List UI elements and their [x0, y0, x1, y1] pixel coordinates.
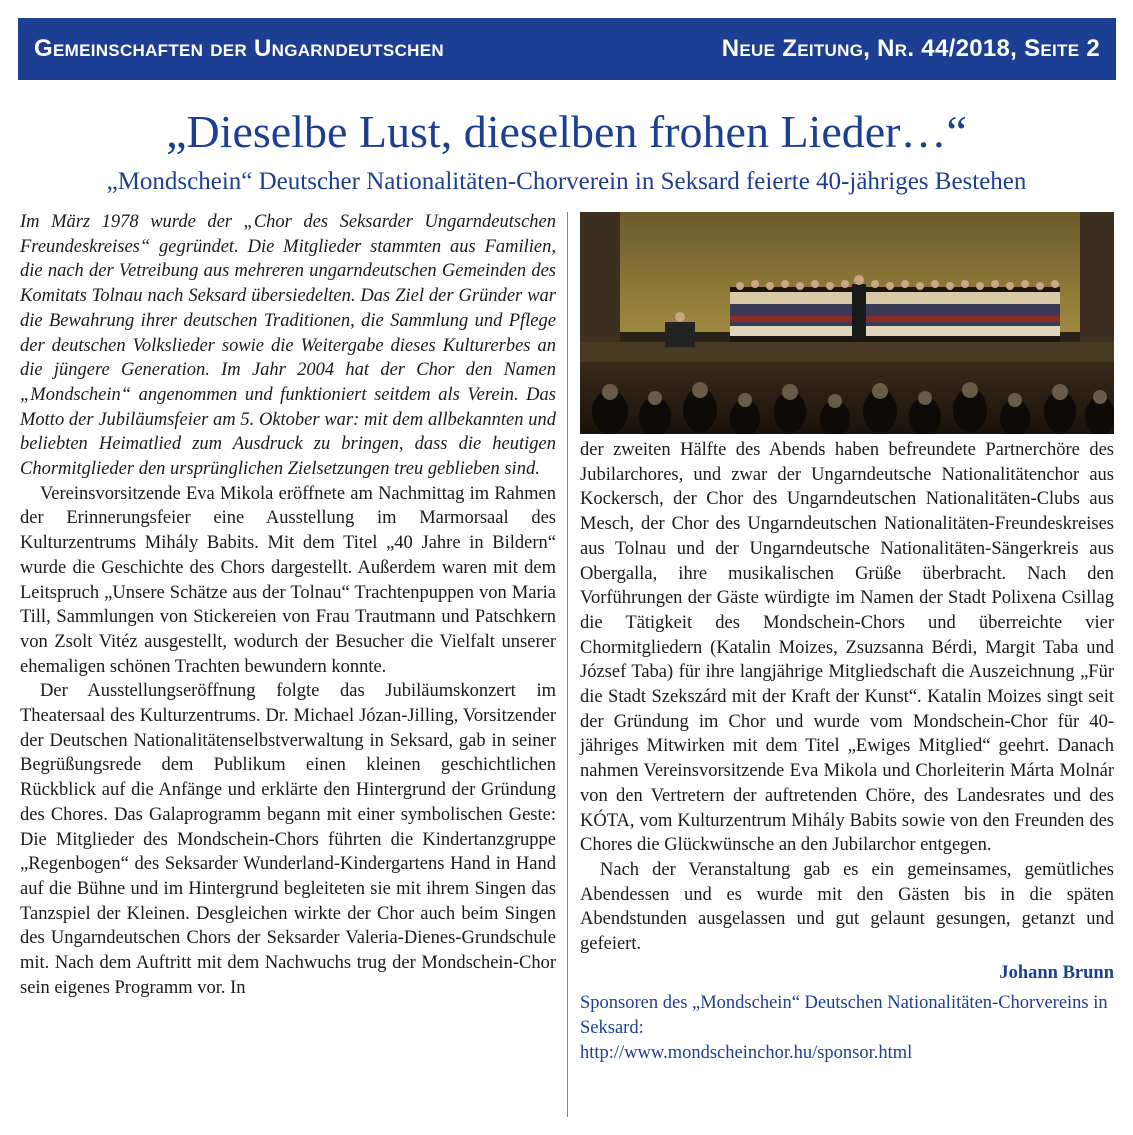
author-byline: Johann Brunn [999, 962, 1114, 983]
body-paragraph: der zweiten Hälfte des Abends haben befreundete Partnerchöre des Jubilarchores, und zwar der Ungarndeutsche Nationalitätenchor aus Kockersch, der Chor des Ungarndeutschen Nationalitäten-Clubs aus Mesch, der Chor des Ungarndeutschen Nationalitäten-Freundeskreises aus Tolnau und der Ungarndeutsche Nationalitäten-Sängerkreis aus Obergalla, ihre musikalischen Grüße überbracht. Nach den Vorführungen der Gäste würdigte im Namen der Stadt Polixena Csillag die Tätigkeit des Mondschein-Chors und überreichte vier Chormitgliedern (Katalin Moizes, Zsuzsanna Bérdi, Margit Taba und József Taba) für ihre langjährige Mitgliedschaft die Auszeichnung „Für die Stadt Szekszárd mit der Kraft der Kunst“. Katalin Moizes singt seit der Gründung im Chor und wurde vom Mondschein-Chor für 40-jähriges Mitwirken mit dem Titel „Ewiges Mitglied“ geehrt. Danach nahmen Vereinsvorsitzende Eva Mikola und Chorleiterin Márta Molnár von den Vertretern der auftretenden Chöre, des Landesrates und des KÓTA, vom Kulturzentrum Mihály Babits sowie von den Freunden des Chores die Glückwünsche an den Jubilarchor entgegen. [580, 440, 1114, 856]
body-paragraph: Nach der Veranstaltung gab es ein gemeinsames, gemütliches Abendessen und es wurde mit den Gästen bis in die späten Abendstunden ausgelassen und gut gelaunt gesungen, getanzt und gefeiert. [580, 859, 1114, 955]
lead-paragraph: Im März 1978 wurde der „Chor des Seksarder Ungarndeutschen Freundeskreises“ gegründet. Die Mitglieder stammten aus Familien, die nach der Vetreibung aus mehreren ungarndeutschen Gemeinden des Komitats Tolnau nach Seksard übersiedelten. Das Ziel der Gründer war die Bewahrung ihrer deutschen Traditionen, die Sammlung und Pflege der deutschen Volkslieder sowie die Weitergabe dieses Kulturerbes an die jüngere Generation. Im Jahr 2004 hat der Chor den Namen „Mondschein“ angenommen und funktioniert seitdem als Verein. Das Motto der Jubiläumsfeier am 5. Oktober war: mit dem allbekannten und beliebten Heimatlied zum Ausdruck zu bringen, dass die heutigen Chormitglieder den ursprünglichen Zielsetzungen treu geblieben sind. [20, 212, 556, 480]
sponsor-note [580, 991, 1114, 1065]
article-headline: „Dieselbe Lust, dieselben frohen Lieder…“ [166, 106, 967, 157]
left-column [20, 210, 556, 1001]
section-banner [18, 18, 1116, 80]
sponsor-text: Sponsoren des „Mondschein“ Deutschen Nationalitäten-Chorvereins in Seksard: [580, 993, 1108, 1039]
section-title: Gemeinschaften der Ungarndeutschen [34, 35, 444, 62]
body-paragraph: Der Ausstellungseröffnung folgte das Jubiläumskonzert im Theatersaal des Kulturzentrums. Dr. Michael Józan-Jilling, Vorsitzender der Deutschen Nationalitätenselbstverwaltung in Seksard, gab in seiner Begrüßungsrede dem Publikum einen kleinen geschichtlichen Rückblick auf die Anfänge und erklärte den Hintergrund der Gründung des Chores. Das Galaprogramm begann mit einer symbolischen Geste: Die Mitglieder des Mondschein-Chors führten die Kindertanzgruppe „Regenbogen“ des Seksarder Wunderland-Kindergartens Hand in Hand auf die Bühne und im Hintergrund begleiteten sie mit ihrem Singen das Tanzspiel der Kleinen. Desgleichen wirkte der Chor auch beim Singen des Ungarndeutschen Chors der Seksarder Valeria-Dienes-Grundschule mit. Nach dem Auftritt mit dem Nachwuchs trug der Mondschein-Chor sein eigenes Programm vor. In [20, 681, 556, 998]
sponsor-link[interactable]: http://www.mondscheinchor.hu/sponsor.html [580, 1042, 913, 1063]
column-divider [567, 212, 568, 1117]
choir-photo [580, 212, 1114, 434]
body-paragraph: Vereinsvorsitzende Eva Mikola eröffnete am Nachmittag im Rahmen der Erinnerungsfeier eine Ausstellung im Marmorsaal des Kulturzentrums Mihály Babits. Mit dem Titel „40 Jahre in Bildern“ wurde die Geschichte des Chors dargestellt. Außerdem waren mit dem Leitspruch „Unsere Schätze aus der Tolnau“ Trachtenpuppen von Maria Till, Sammlungen von Stickereien von Frau Trautmann und Patschkern von Zsolt Vitéz ausgestellt, wodurch der Besucher die Vielfalt unserer ehemaligen schönen Trachten bewundern konnte. [20, 483, 556, 677]
choir-stage-image [580, 212, 1114, 434]
right-column [580, 438, 1114, 1066]
article-subheadline: „Mondschein“ Deutscher Nationalitäten-Chorverein in Seksard feierte 40-jähriges Bestehen [106, 168, 1027, 195]
issue-info: Neue Zeitung, Nr. 44/2018, Seite 2 [721, 35, 1100, 62]
